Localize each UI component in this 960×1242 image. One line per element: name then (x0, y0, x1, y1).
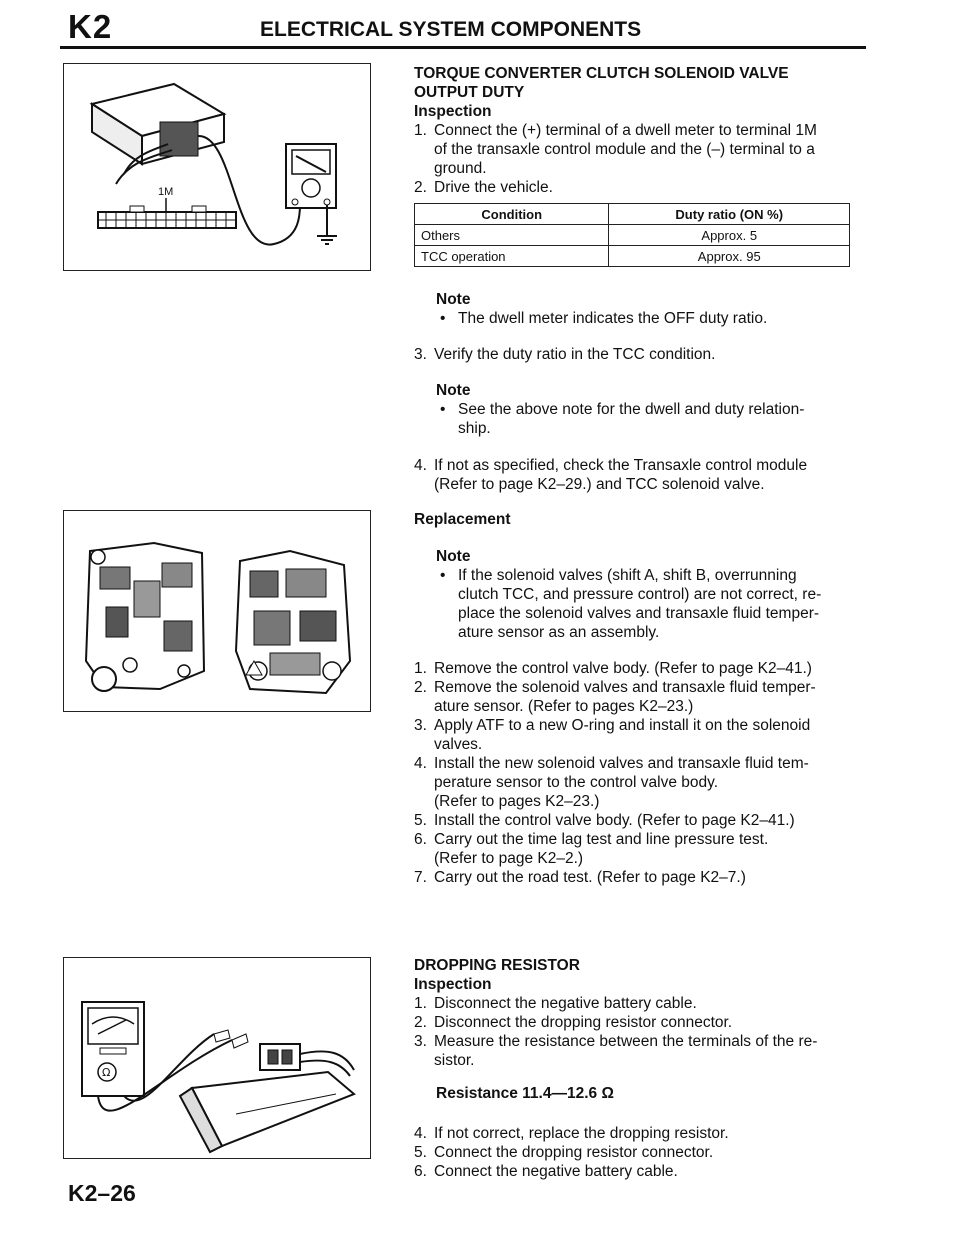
duty-ratio-table-wrap (414, 203, 850, 267)
figure-control-valve-body (63, 510, 371, 712)
dropping-inspection-heading: Inspection (414, 976, 492, 993)
replacement-step-6: 6. Carry out the time lag test and line pressure test. (Refer to page K2–2.) (414, 831, 769, 867)
header-rule (60, 46, 866, 49)
table-cell-duty: Approx. 95 (609, 246, 850, 267)
replacement-steps (414, 659, 854, 887)
replacement-step-2: 2. Remove the solenoid valves and transaxle fluid temper- ature sensor. (Refer to pages K2–23.) (414, 679, 816, 715)
note-label: Note (436, 382, 471, 399)
duty-ratio-table (414, 203, 850, 267)
note-label: Note (436, 548, 471, 565)
tcc-note-2: Note • See the above note for the dwell and duty relation- ship. (414, 381, 856, 438)
page-number: K2–26 (68, 1180, 136, 1206)
replacement-step-1: 1. Remove the control valve body. (Refer to page K2–41.) (414, 660, 812, 677)
table-cell-duty: Approx. 5 (609, 225, 850, 246)
tcc-note-1: Note • The dwell meter indicates the OFF duty ratio. (414, 290, 856, 328)
replacement-step-5: 5. Install the control valve body. (Refer to page K2–41.) (414, 812, 795, 829)
tcc-title-line1: TORQUE CONVERTER CLUTCH SOLENOID VALVE (414, 65, 789, 82)
replacement-step-7: 7. Carry out the road test. (Refer to page K2–7.) (414, 869, 746, 886)
replacement-note: Note • If the solenoid valves (shift A, shift B, overrunning clutch TCC, and pressure control) are not correct, re- place the solenoid valves and transaxle fluid temper- ature sensor as an assembly. (414, 547, 856, 642)
dropping-resistor-section (414, 956, 854, 1070)
dropping-step-1: 1. Disconnect the negative battery cable. (414, 995, 697, 1012)
tcc-title-line2: OUTPUT DUTY (414, 84, 525, 101)
tcc-section (414, 64, 854, 197)
ohmmeter-illustration (64, 958, 370, 1158)
dropping-steps-b (414, 1124, 854, 1181)
table-row (415, 246, 850, 267)
dropping-step-6: 6. Connect the negative battery cable. (414, 1163, 678, 1180)
replacement-step-3: 3. Apply ATF to a new O-ring and install it on the solenoid valves. (414, 717, 811, 753)
note-label: Note (436, 291, 471, 308)
replacement-step-4: 4. Install the new solenoid valves and transaxle fluid tem- perature sensor to the control valve body. (Refer to pages K2–23.) (414, 755, 809, 810)
tcc-inspection-heading: Inspection (414, 103, 492, 120)
table-cell-condition: Others (415, 225, 609, 246)
dwell-meter-illustration (64, 64, 370, 270)
dropping-step-5: 5. Connect the dropping resistor connector. (414, 1144, 714, 1161)
dropping-step-2: 2. Disconnect the dropping resistor connector. (414, 1014, 733, 1031)
tcc-step-4: 4. If not as specified, check the Transaxle control module (Refer to page K2–29.) and TCC solenoid valve. (414, 457, 808, 493)
section-code: K2 (68, 8, 113, 45)
figure-dropping-resistor (63, 957, 371, 1159)
replacement-heading: Replacement (414, 511, 511, 528)
table-row (415, 225, 850, 246)
dropping-step-3: 3. Measure the resistance between the terminals of the re- sistor. (414, 1033, 818, 1069)
table-cell-condition: TCC operation (415, 246, 609, 267)
tcc-step-3: 3. Verify the duty ratio in the TCC condition. (414, 346, 716, 363)
table-header-duty: Duty ratio (ON %) (609, 204, 850, 225)
table-header-row (415, 204, 850, 225)
control-valve-illustration (64, 511, 370, 711)
page-title: ELECTRICAL SYSTEM COMPONENTS (260, 18, 642, 41)
tcc-step-1: 1. Connect the (+) terminal of a dwell meter to terminal 1M of the transaxle control module and the (–) terminal to a ground. (414, 122, 817, 177)
dropping-title: DROPPING RESISTOR (414, 957, 580, 974)
table-header-condition: Condition (415, 204, 609, 225)
svg-text:Ω: Ω (102, 1066, 111, 1079)
terminal-label: 1M (158, 186, 174, 198)
figure-dwell-meter-connection (63, 63, 371, 271)
page-header (60, 8, 860, 48)
resistance-spec: Resistance 11.4—12.6 Ω (436, 1085, 614, 1102)
tcc-step-2: 2. Drive the vehicle. (414, 179, 553, 196)
dropping-step-4: 4. If not correct, replace the dropping resistor. (414, 1125, 729, 1142)
